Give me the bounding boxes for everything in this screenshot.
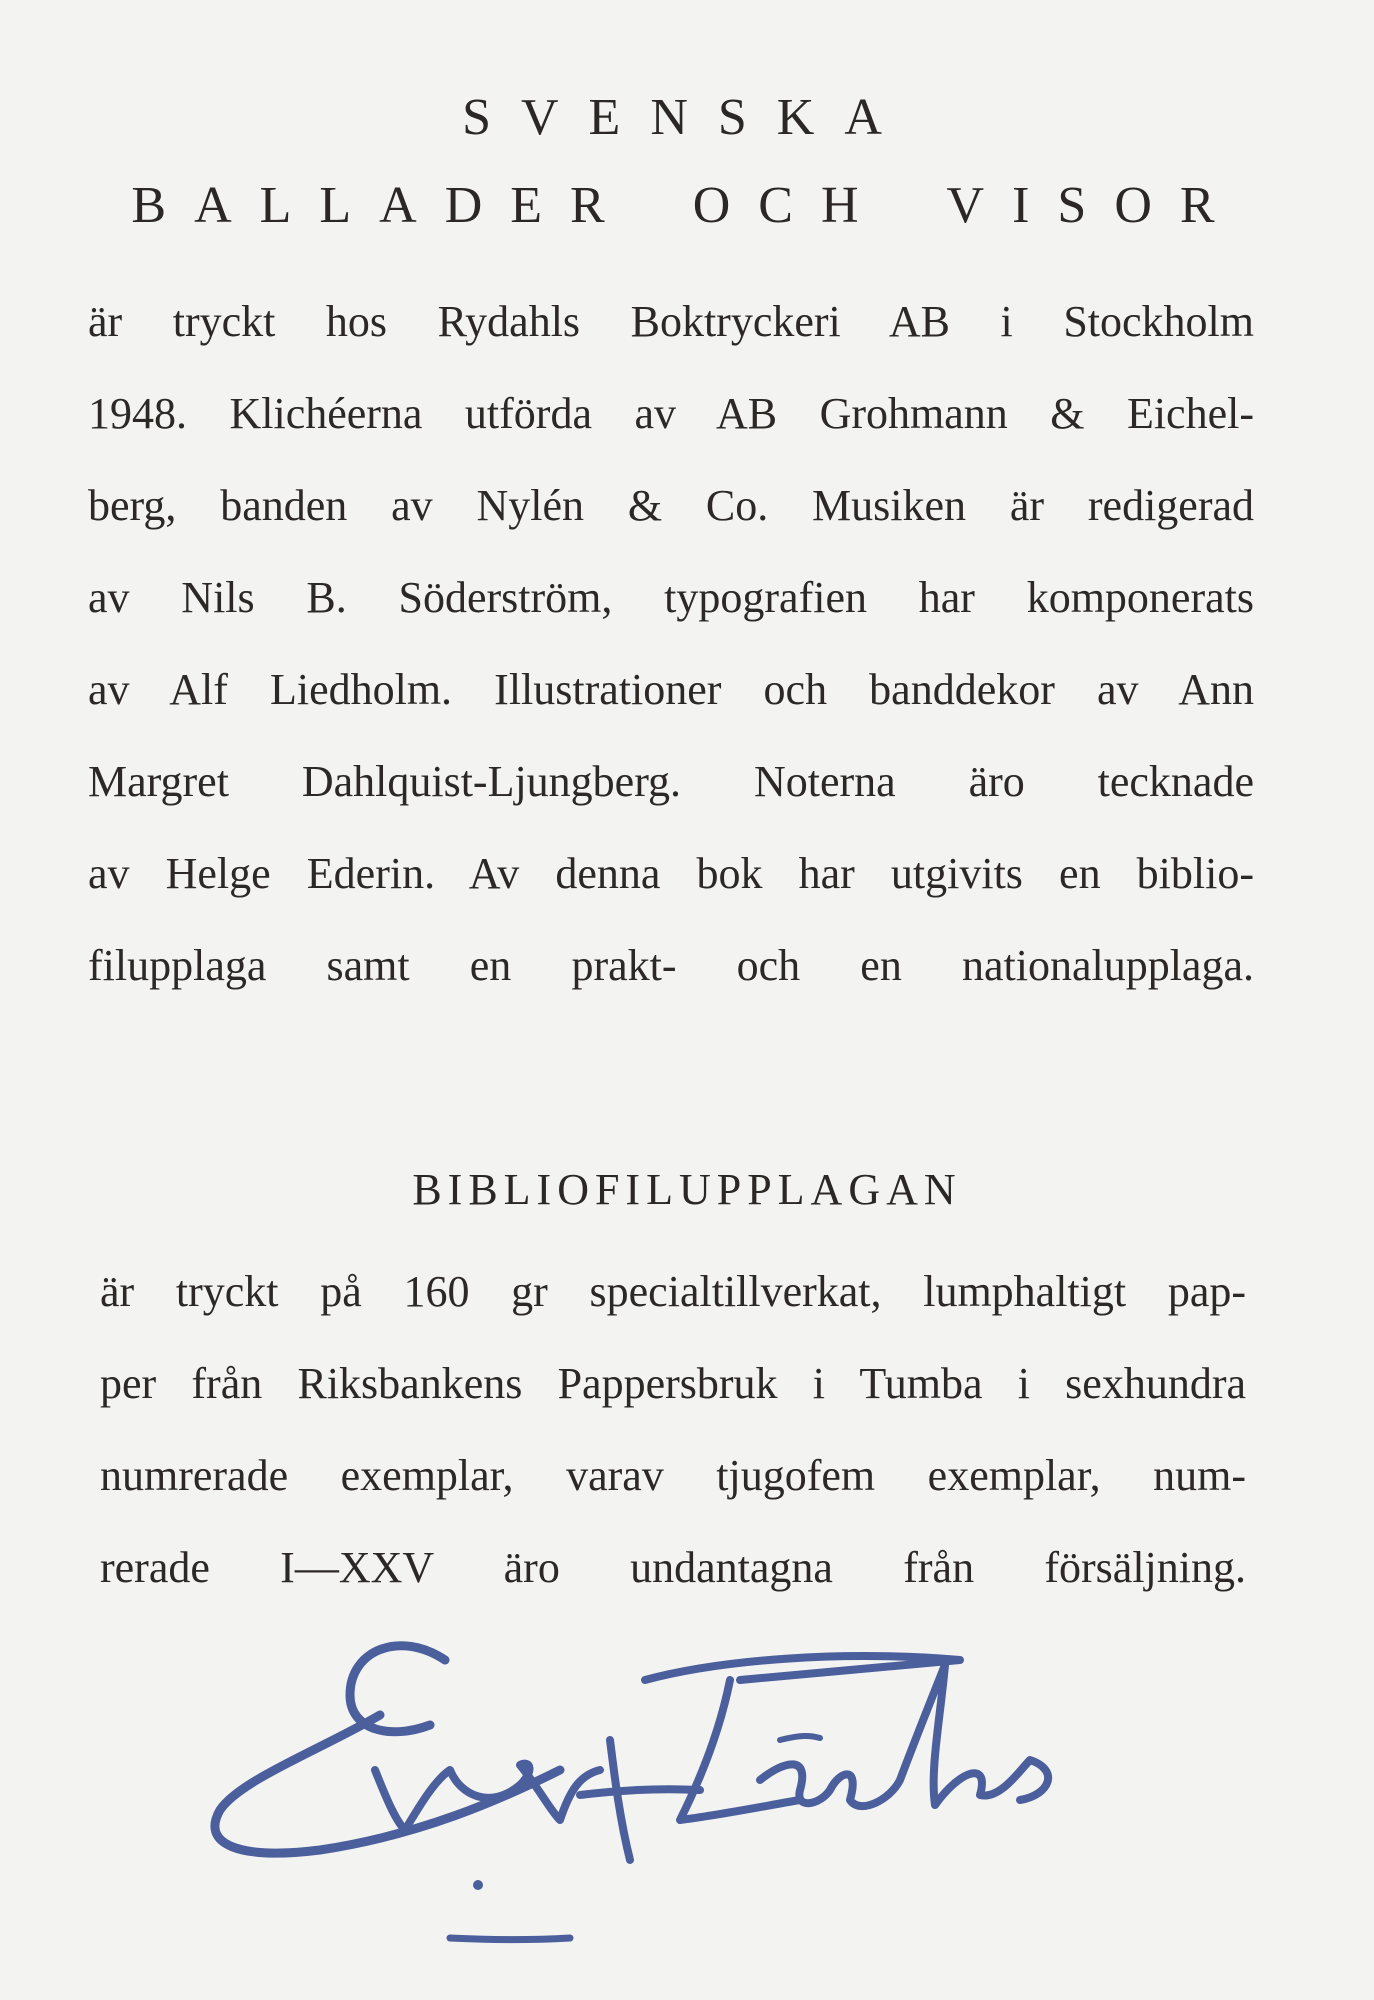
handwritten-signature bbox=[200, 1620, 1340, 1980]
edition-line: numrerade exemplar, varav tjugofem exemplar, num- bbox=[100, 1451, 1246, 1500]
colophon-line: av Nils B. Söderström, typografien har komponerats bbox=[88, 573, 1254, 622]
edition-heading: BIBLIOFILUPPLAGAN bbox=[412, 1165, 962, 1214]
title-svenska: SVENSKA bbox=[462, 89, 912, 146]
title-line-1 bbox=[0, 88, 1374, 147]
edition-line: rerade I—XXV äro undantagna från försäljning. bbox=[100, 1543, 1246, 1592]
signature-drawing bbox=[200, 1620, 1340, 1980]
colophon-line: berg, banden av Nylén & Co. Musiken är redigerad bbox=[88, 481, 1254, 530]
colophon-line: Margret Dahlquist-Ljungberg. Noterna äro tecknade bbox=[88, 757, 1254, 806]
title-word-ballader: BALLADER bbox=[131, 177, 633, 234]
edition-line: är tryckt på 160 gr specialtillverkat, lumphaltigt pap- bbox=[100, 1267, 1246, 1316]
colophon-line: filupplaga samt en prakt- och en nationalupplaga. bbox=[88, 941, 1254, 990]
title-word-och: OCH bbox=[692, 177, 887, 234]
colophon-line: av Alf Liedholm. Illustrationer och banddekor av Ann bbox=[88, 665, 1254, 714]
edition-line: per från Riksbankens Pappersbruk i Tumba i sexhundra bbox=[100, 1359, 1246, 1408]
title-word-visor: VISOR bbox=[946, 177, 1243, 234]
title-line-2 bbox=[0, 176, 1374, 235]
colophon-line: 1948. Klichéerna utförda av AB Grohmann & Eichel- bbox=[88, 389, 1254, 438]
colophon-line: av Helge Ederin. Av denna bok har utgivits en biblio- bbox=[88, 849, 1254, 898]
colophon-line: är tryckt hos Rydahls Boktryckeri AB i Stockholm bbox=[88, 297, 1254, 346]
